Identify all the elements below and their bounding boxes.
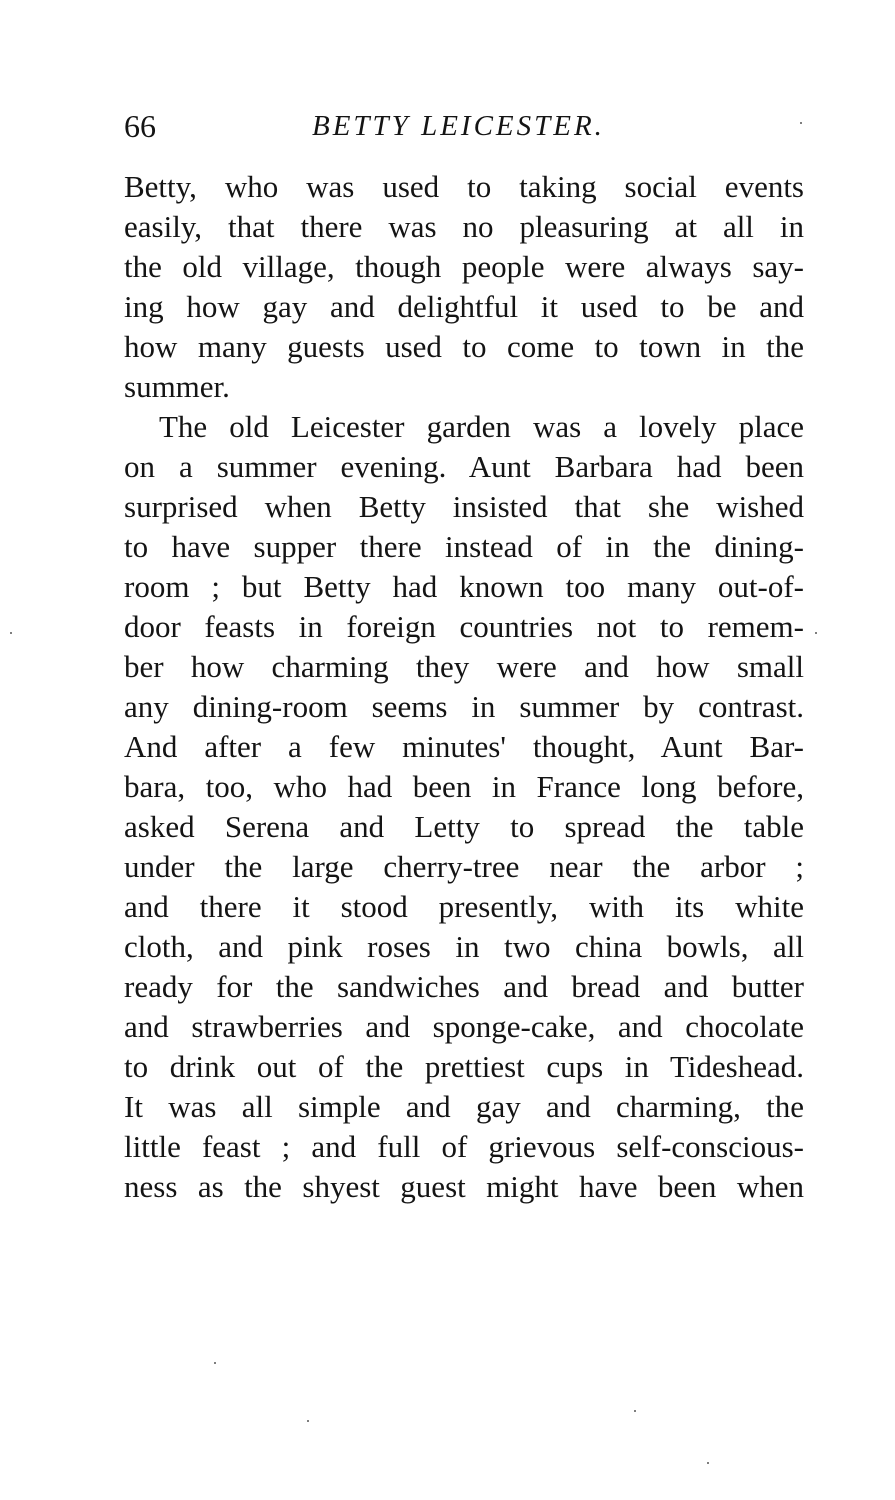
text-line: room ; but Betty had known too many out-of- <box>124 569 804 604</box>
scan-speck <box>307 1420 309 1422</box>
text-line: cloth, and pink roses in two china bowls, all <box>124 929 804 964</box>
text-line: under the large cherry-tree near the arbor ; <box>124 849 804 884</box>
text-line: door feasts in foreign countries not to remem- <box>124 609 804 644</box>
text-line: to drink out of the prettiest cups in Tideshead. <box>124 1049 804 1084</box>
text-line: ber how charming they were and how small <box>124 649 804 684</box>
scan-speck <box>634 1410 636 1412</box>
text-line: ness as the shyest guest might have been when <box>124 1169 804 1204</box>
scan-speck <box>214 1362 216 1364</box>
page-number: 66 <box>124 108 156 144</box>
text-line: and strawberries and sponge-cake, and chocolate <box>124 1009 804 1044</box>
text-line: surprised when Betty insisted that she wished <box>124 489 804 524</box>
text-line: Betty, who was used to taking social events <box>124 169 804 204</box>
running-title: BETTY LEICESTER. <box>312 110 605 142</box>
text-line: little feast ; and full of grievous self-conscious- <box>124 1129 804 1164</box>
scan-speck <box>815 632 817 634</box>
text-line: ing how gay and delightful it used to be and <box>124 289 804 324</box>
text-line: easily, that there was no pleasuring at all in <box>124 209 804 244</box>
text-line: how many guests used to come to town in the <box>124 329 804 364</box>
text-line: It was all simple and gay and charming, the <box>124 1089 804 1124</box>
text-line: and there it stood presently, with its white <box>124 889 804 924</box>
text-line: asked Serena and Letty to spread the table <box>124 809 804 844</box>
scan-speck <box>10 632 12 634</box>
text-line: ready for the sandwiches and bread and butter <box>124 969 804 1004</box>
body-text <box>124 167 804 1207</box>
text-line: bara, too, who had been in France long before, <box>124 769 804 804</box>
text-line: the old village, though people were always say- <box>124 249 804 284</box>
text-line: to have supper there instead of in the dining- <box>124 529 804 564</box>
text-line: on a summer evening. Aunt Barbara had been <box>124 449 804 484</box>
text-line: summer. <box>124 369 230 404</box>
text-line: The old Leicester garden was a lovely place <box>159 409 804 444</box>
page-header <box>124 104 804 148</box>
scan-speck <box>800 122 802 124</box>
text-line: any dining-room seems in summer by contrast. <box>124 689 804 724</box>
text-line: And after a few minutes' thought, Aunt Bar- <box>124 729 804 764</box>
scan-speck <box>707 1462 709 1464</box>
